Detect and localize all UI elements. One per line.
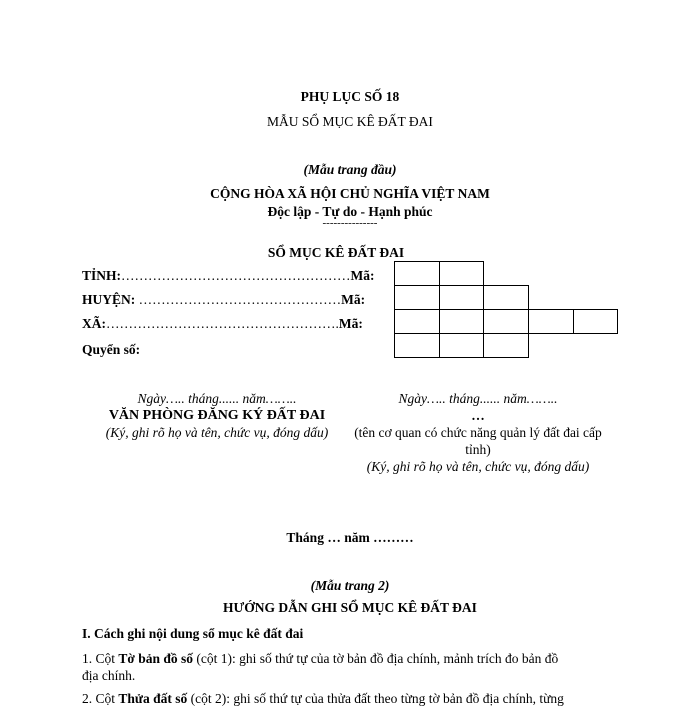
left-signature-note: (Ký, ghi rõ họ và tên, chức vụ, đóng dấu) [105, 425, 329, 440]
commune-code-box-3 [483, 309, 529, 334]
volume-label: Quyển số: [82, 342, 141, 357]
book-title: SỔ MỤC KÊ ĐẤT ĐAI [267, 245, 405, 260]
right-signature-note: (Ký, ghi rõ họ và tên, chức vụ, đóng dấu) [366, 459, 590, 474]
guide-section-1: I. Cách ghi nội dung sổ mục kê đất đai [82, 626, 304, 641]
province-code-label: Mã: [350, 268, 375, 283]
commune-field [82, 316, 363, 332]
form-title: MẪU SỔ MỤC KÊ ĐẤT ĐAI [267, 114, 433, 129]
commune-code-box-2 [439, 309, 484, 334]
motto-rule: --------------- [322, 217, 378, 229]
commune-code-box-1 [394, 309, 440, 334]
guide-item-2 [82, 691, 564, 707]
volume-box-2 [439, 333, 484, 358]
right-signature-desc: (tên cơ quan có chức năng quản lý đất đai cấp tỉnh) [354, 425, 602, 457]
volume-box-3 [483, 333, 529, 358]
right-signature-org: … [471, 408, 485, 423]
commune-code-box-5 [573, 309, 618, 334]
appendix-title: PHỤ LỤC SỐ 18 [300, 89, 400, 104]
motto: Độc lập - Tự do - Hạnh phúc [267, 204, 433, 219]
district-field [82, 292, 365, 308]
commune-code-label: Mã: [338, 316, 363, 331]
district-dots: ……………………………………… [135, 292, 342, 307]
province-dots: …………………………………………… [121, 268, 351, 283]
guide-item-1-rest: (cột 1): ghi số thứ tự của tờ bản đồ địa chính, mảnh trích đo bản đồ [193, 651, 559, 666]
national-title: CỘNG HÒA XÃ HỘI CHỦ NGHĨA VIỆT NAM [210, 186, 490, 201]
right-signature-date: Ngày….. tháng...... năm…….. [398, 391, 558, 406]
guide-page-label: (Mẫu trang 2) [310, 578, 390, 593]
left-signature-date: Ngày….. tháng...... năm…….. [137, 391, 297, 406]
left-signature-org: VĂN PHÒNG ĐĂNG KÝ ĐẤT ĐAI [108, 408, 326, 423]
district-label: HUYỆN: [82, 292, 136, 307]
commune-dots: ……………………………………………. [106, 316, 339, 331]
guide-item-2-rest: (cột 2): ghi số thứ tự của thửa đất theo từng tờ bản đồ địa chính, từng [187, 691, 564, 706]
district-code-label: Mã: [341, 292, 366, 307]
province-code-box-2 [439, 261, 484, 286]
province-label: TỈNH: [82, 268, 122, 283]
district-code-box-2 [439, 285, 484, 310]
right-signature-block [345, 390, 611, 475]
guide-item-1 [82, 651, 558, 667]
guide-title: HƯỚNG DẪN GHI SỔ MỤC KÊ ĐẤT ĐAI [223, 600, 477, 615]
volume-box-1 [394, 333, 440, 358]
guide-item-2-bold: Thửa đất số [118, 691, 188, 706]
guide-item-1-line2: địa chính. [82, 668, 136, 683]
district-code-box-1 [394, 285, 440, 310]
province-code-box-1 [394, 261, 440, 286]
district-code-box-3 [483, 285, 529, 310]
cover-page-label: (Mẫu trang đầu) [303, 162, 397, 177]
guide-item-1-bold: Tờ bản đồ số [118, 651, 194, 666]
province-field [82, 268, 375, 284]
guide-item-2-prefix: 2. Cột [82, 691, 119, 706]
commune-label: XÃ: [82, 316, 106, 331]
cover-footer-date: Tháng … năm ……… [286, 530, 414, 545]
commune-code-box-4 [528, 309, 574, 334]
left-signature-block [82, 390, 352, 441]
guide-item-1-prefix: 1. Cột [82, 651, 119, 666]
